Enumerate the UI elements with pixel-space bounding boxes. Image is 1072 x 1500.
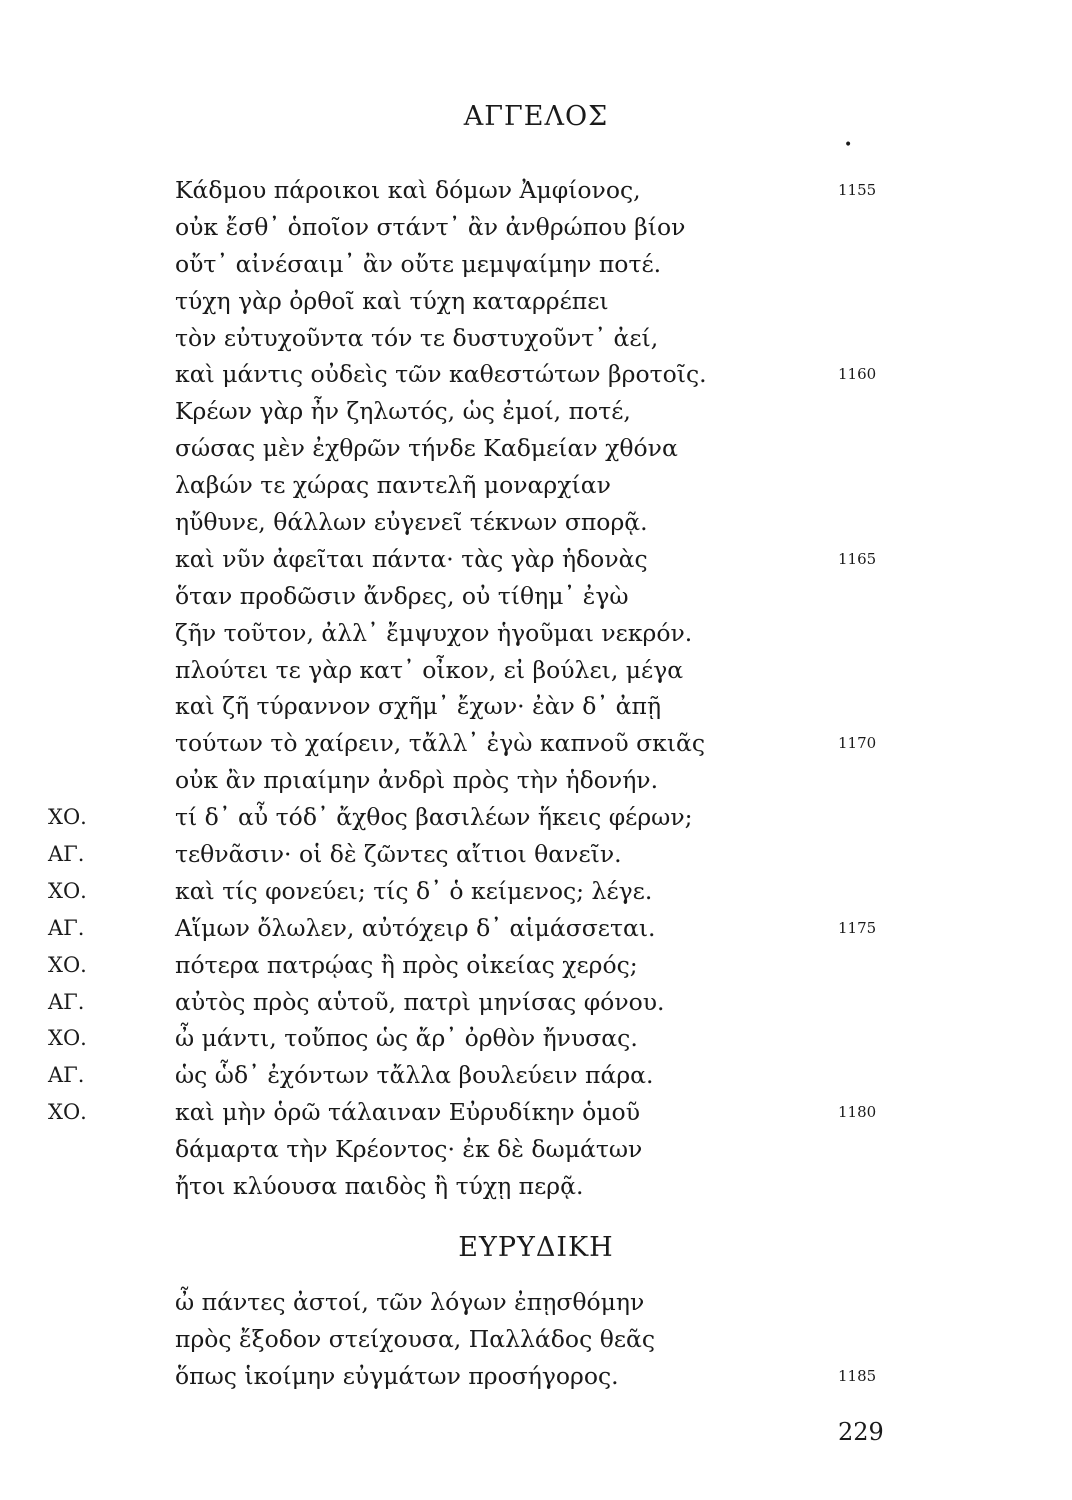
verse-line (0, 1168, 1072, 1205)
verse-line (0, 209, 1072, 246)
verse-text: Αἵμων ὄλωλεν, αὐτόχειρ δ᾽ αἱμάσσεται. (175, 913, 656, 942)
verse-text: Κρέων γὰρ ἦν ζηλωτός, ὡς ἐμοί, ποτέ, (175, 397, 631, 426)
verse-text: καὶ ζῆ τύραννον σχῆμ᾽ ἔχων· ἐὰν δ᾽ ἀπῇ (175, 692, 662, 721)
page-number: 229 (838, 1418, 884, 1446)
verse-text: ὦ μάντι, τοὔπος ὡς ἄρ᾽ ὀρθὸν ἤνυσας. (175, 1024, 638, 1053)
line-number: 1165 (838, 549, 877, 568)
verse-line (0, 283, 1072, 320)
verse-line (0, 541, 1072, 578)
speaker-label: ΧΟ. (48, 805, 87, 830)
verse-text: ὦ πάντες ἀστοί, τῶν λόγων ἐπῃσθόμην (175, 1288, 645, 1316)
verse-text: ὡς ὧδ᾽ ἐχόντων τἄλλα βουλεύειν πάρα. (175, 1061, 654, 1090)
speaker-label: ΧΟ. (48, 952, 87, 977)
verse-text: Κάδμου πάροικοι καὶ δόμων Ἀμφίονος, (175, 176, 641, 204)
verse-line (0, 246, 1072, 283)
verse-text: τὸν εὐτυχοῦντα τόν τε δυστυχοῦντ᾽ ἀεί, (175, 323, 659, 352)
line-number: 1160 (838, 365, 877, 384)
verse-line (0, 725, 1072, 762)
verse-block-angelos (0, 172, 1072, 1205)
verse-text: καὶ τίς φονεύει; τίς δ᾽ ὁ κείμενος; λέγε. (175, 876, 653, 905)
verse-line (0, 320, 1072, 357)
verse-text: τούτων τὸ χαίρειν, τἄλλ᾽ ἐγὼ καπνοῦ σκιᾶς (175, 729, 706, 758)
line-number: 1155 (838, 181, 877, 199)
speaker-label: ΧΟ. (48, 1100, 87, 1125)
verse-line (0, 467, 1072, 504)
verse-text: πρὸς ἔξοδον στείχουσα, Παλλάδος θεᾶς (175, 1324, 656, 1353)
verse-text: σώσας μὲν ἐχθρῶν τήνδε Καδμείαν χθόνα (175, 434, 678, 463)
verse-text: λαβών τε χώρας παντελῆ μοναρχίαν (175, 471, 611, 500)
verse-line (0, 1284, 1072, 1321)
verse-line (0, 1020, 1072, 1057)
verse-line (0, 615, 1072, 652)
verse-line (0, 578, 1072, 615)
verse-text: οὐκ ἔσθ᾽ ὁποῖον στάντ᾽ ἂν ἀνθρώπου βίον (175, 212, 686, 241)
verse-line (0, 1321, 1072, 1358)
verse-text: ἤτοι κλύουσα παιδὸς ἢ τύχῃ περᾷ. (175, 1172, 584, 1201)
verse-text: καὶ νῦν ἀφεῖται πάντα· τὰς γὰρ ἡδονὰς (175, 544, 648, 573)
verse-text: ὅταν προδῶσιν ἄνδρες, οὐ τίθημ᾽ ἐγὼ (175, 581, 629, 610)
verse-text: αὐτὸς πρὸς αὑτοῦ, πατρὶ μηνίσας φόνου. (175, 987, 665, 1016)
speaker-label: ΑΓ. (48, 842, 85, 867)
verse-line (0, 652, 1072, 689)
verse-text: ζῆν τοῦτον, ἀλλ᾽ ἔμψυχον ἡγοῦμαι νεκρόν. (175, 618, 693, 647)
verse-line (0, 910, 1072, 947)
verse-line (0, 836, 1072, 873)
verse-line (0, 393, 1072, 430)
verse-text: τεθνᾶσιν· οἱ δὲ ζῶντες αἴτιοι θανεῖν. (175, 840, 622, 869)
line-number: 1170 (838, 734, 877, 753)
verse-text: ηὔθυνε, θάλλων εὐγενεῖ τέκνων σπορᾷ. (175, 508, 648, 537)
verse-text: οὐκ ἂν πριαίμην ἀνδρὶ πρὸς τὴν ἡδονήν. (175, 766, 659, 795)
speaker-label: ΑΓ. (48, 915, 85, 940)
verse-line (0, 504, 1072, 541)
verse-line (0, 1057, 1072, 1094)
verse-line (0, 762, 1072, 799)
line-number: 1175 (838, 918, 877, 937)
stray-dot: • (844, 137, 853, 153)
verse-text: οὔτ᾽ αἰνέσαιμ᾽ ἂν οὔτε μεμψαίμην ποτέ. (175, 249, 662, 278)
line-number: 1180 (838, 1103, 877, 1122)
verse-line (0, 1131, 1072, 1168)
line-number: 1185 (838, 1366, 877, 1385)
verse-line (0, 984, 1072, 1021)
speaker-label: ΧΟ. (48, 1026, 87, 1051)
speaker-heading-eurydike: ΕΥΡΥΔΙΚΗ (458, 1232, 614, 1263)
verse-text: τύχη γὰρ ὀρθοῖ καὶ τύχη καταρρέπει (175, 286, 609, 315)
verse-line (0, 172, 1072, 209)
speaker-label: ΑΓ. (48, 1063, 85, 1088)
verse-line (0, 430, 1072, 467)
verse-text: πλούτει τε γὰρ κατ᾽ οἶκον, εἰ βούλει, μέγα (175, 655, 684, 684)
verse-text: δάμαρτα τὴν Κρέοντος· ἐκ δὲ δωμάτων (175, 1135, 643, 1164)
verse-text: καὶ μὴν ὁρῶ τάλαιναν Εὐρυδίκην ὁμοῦ (175, 1098, 640, 1127)
speaker-label: ΧΟ. (48, 878, 87, 903)
verse-text: πότερα πατρῴας ἢ πρὸς οἰκείας χερός; (175, 950, 638, 979)
verse-text: ὅπως ἱκοίμην εὐγμάτων προσήγορος. (175, 1361, 619, 1390)
speaker-heading-angelos: ΑΓΓΕΛΟΣ (463, 101, 609, 132)
speaker-label: ΑΓ. (48, 989, 85, 1014)
verse-line (0, 947, 1072, 984)
verse-line (0, 1358, 1072, 1395)
verse-line (0, 1094, 1072, 1131)
verse-text: τί δ᾽ αὖ τόδ᾽ ἄχθος βασιλέων ἥκεις φέρων; (175, 803, 693, 832)
verse-line (0, 356, 1072, 393)
verse-line (0, 799, 1072, 836)
verse-block-eurydike (0, 1284, 1072, 1395)
verse-line (0, 688, 1072, 725)
verse-text: καὶ μάντις οὐδεὶς τῶν καθεστώτων βροτοῖς. (175, 360, 707, 389)
verse-line (0, 873, 1072, 910)
